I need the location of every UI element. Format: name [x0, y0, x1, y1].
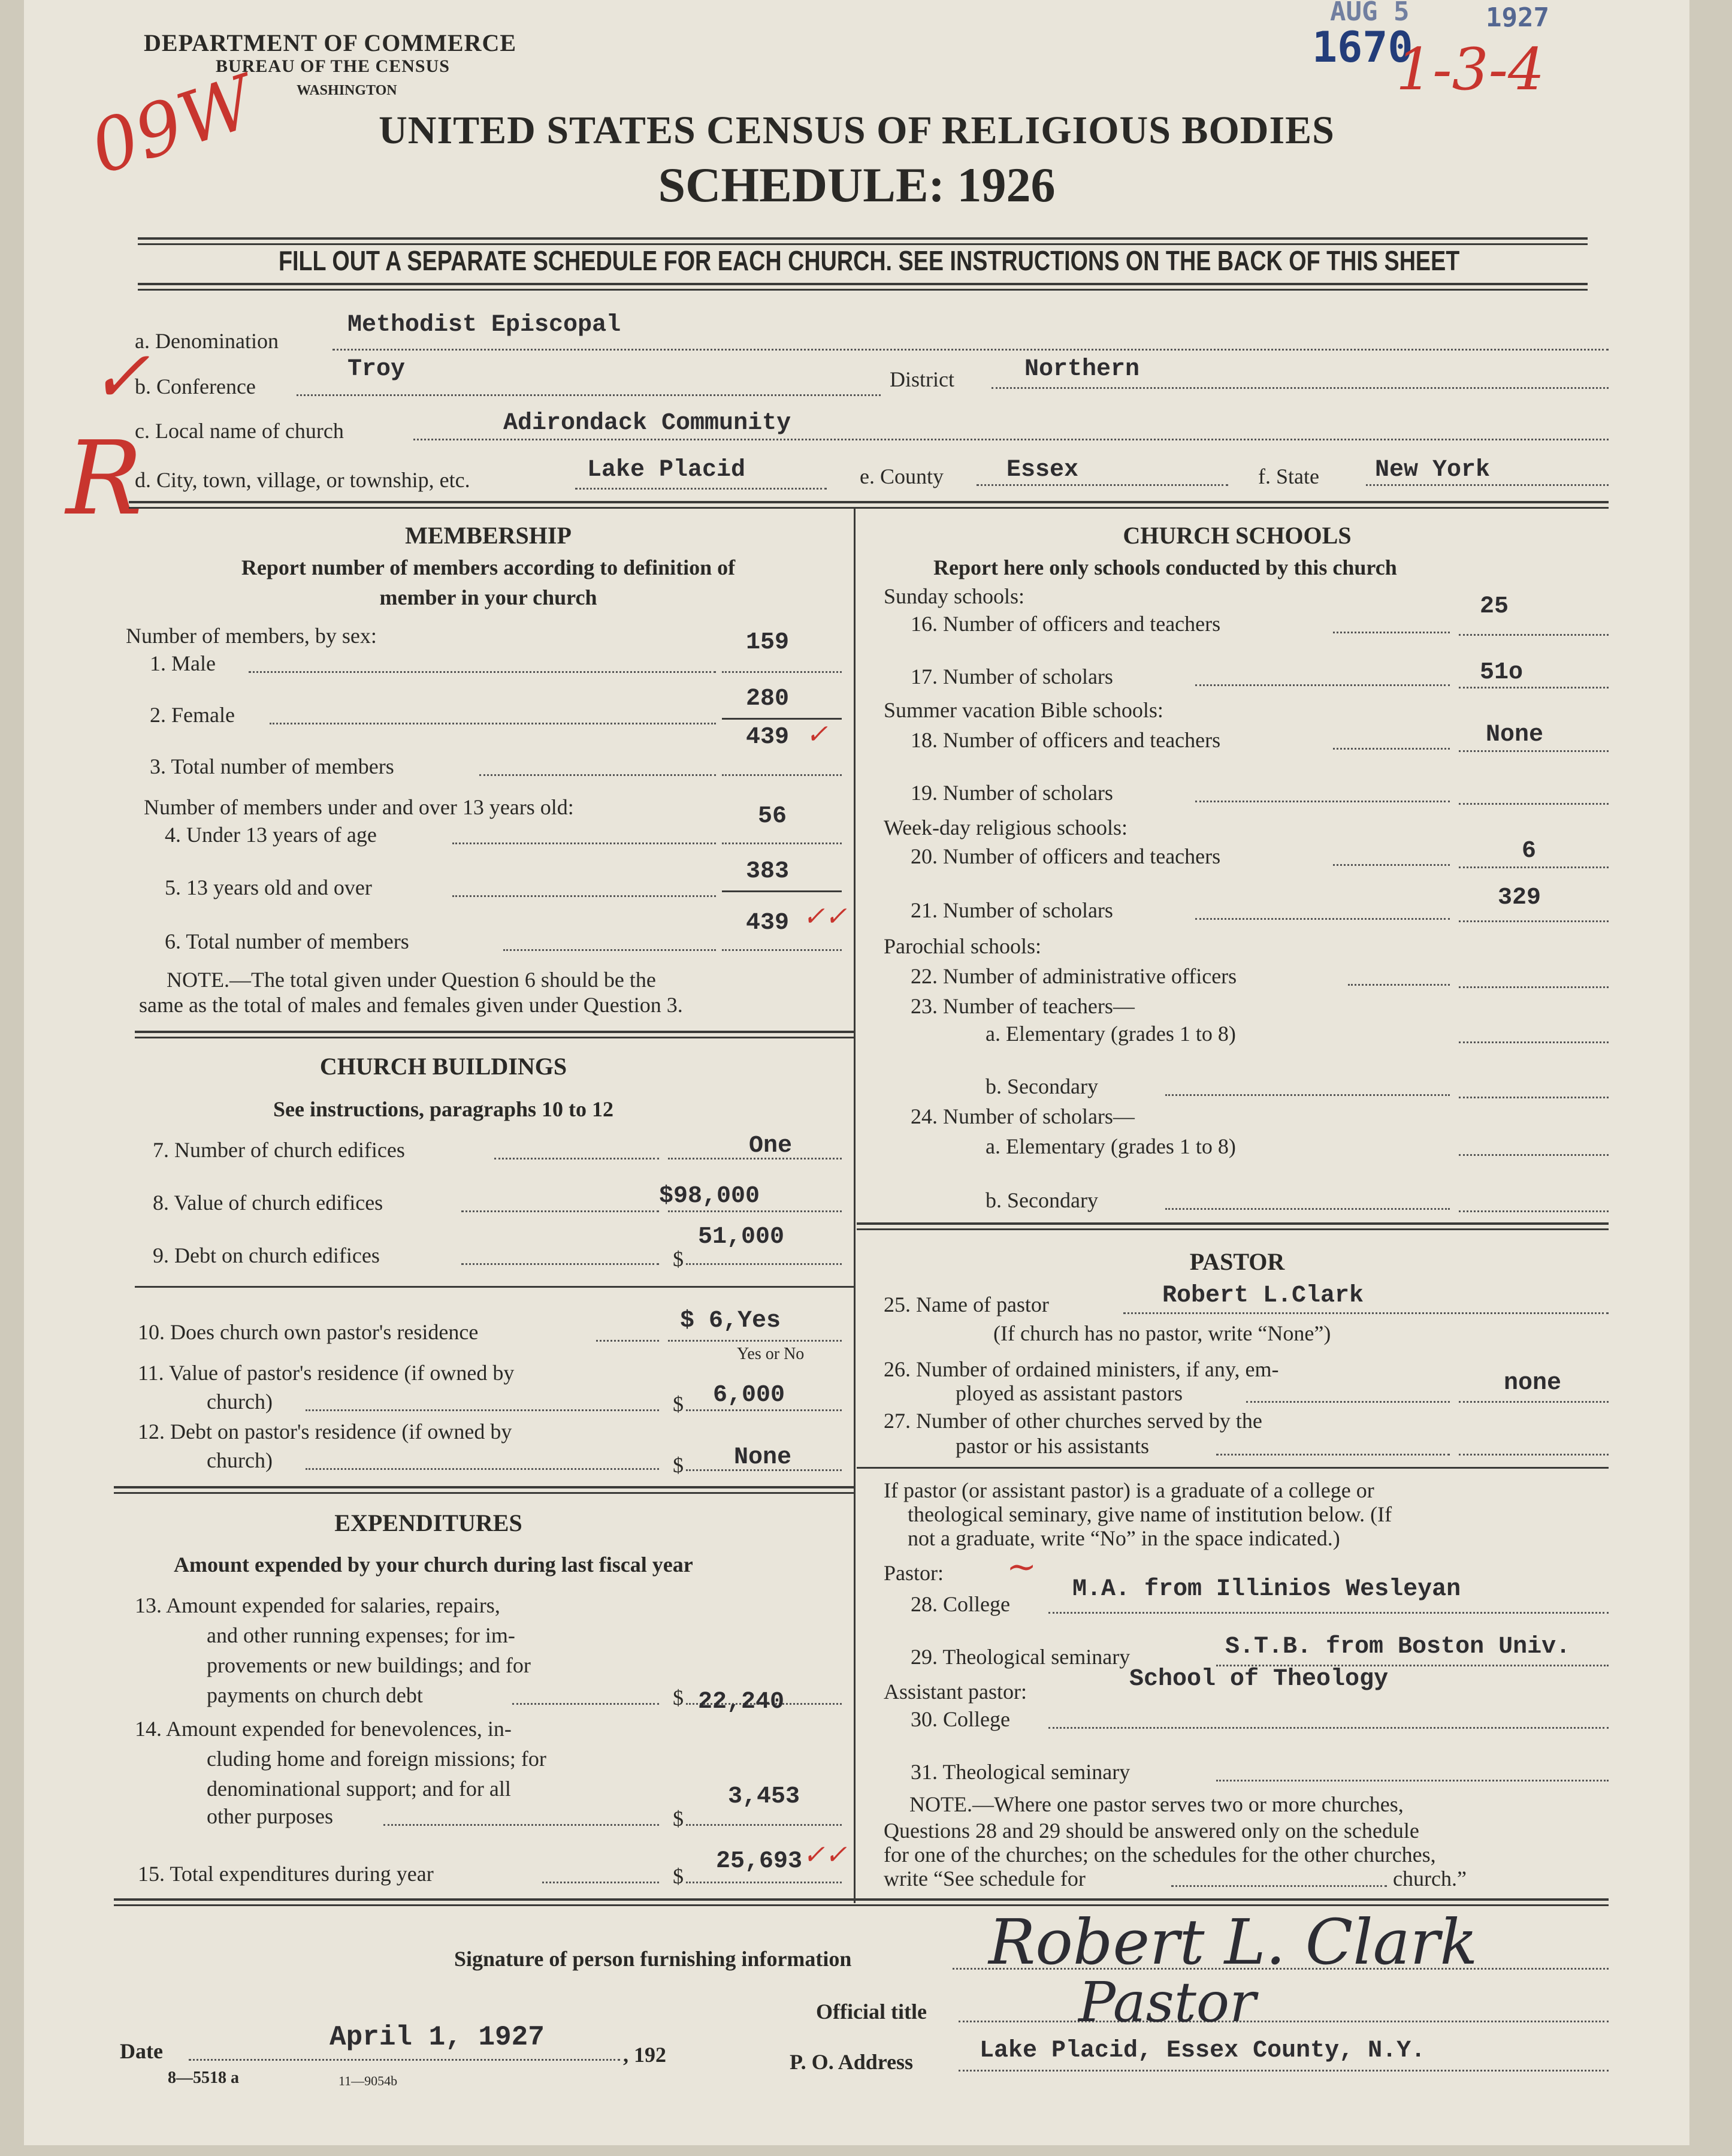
q26-label-1: 26. Number of ordained ministers, if any, em- [884, 1357, 1279, 1381]
q27-line [1459, 1454, 1609, 1456]
red-check-icon: ✓ [806, 719, 828, 750]
under13-line [722, 843, 842, 844]
received-stamp-number: 1670 [1312, 23, 1413, 72]
graduate-instructions-3: not a graduate, write “No” in the space indicated.) [908, 1526, 1340, 1550]
q16-label: 16. Number of officers and teachers [911, 612, 1221, 636]
banner-rule [138, 283, 1588, 291]
form-title: UNITED STATES CENSUS OF RELIGIOUS BODIES [379, 108, 1335, 152]
red-pencil-mark: ~ [1006, 1546, 1037, 1588]
q9-value[interactable]: 51,000 [698, 1224, 785, 1251]
identity-rule [129, 501, 1609, 509]
city-value[interactable]: Lake Placid [587, 457, 746, 484]
q19-line [1459, 803, 1609, 805]
yes-or-no-hint: Yes or No [737, 1345, 805, 1363]
pastor-mid-rule [857, 1467, 1609, 1469]
membership-rule [135, 1031, 854, 1038]
q16-line [1459, 634, 1609, 636]
female-value[interactable]: 280 [746, 686, 790, 712]
female-label: 2. Female [150, 703, 235, 727]
expenditures-heading: EXPENDITURES [334, 1509, 522, 1536]
q14-label-4: other purposes [207, 1804, 333, 1828]
q25-note: (If church has no pastor, write “None”) [993, 1321, 1331, 1345]
q27-leader [1216, 1454, 1450, 1456]
state-label: f. State [1258, 464, 1319, 488]
q9-leader [461, 1263, 659, 1265]
q10-leader [596, 1340, 659, 1342]
q7-leader [494, 1158, 659, 1159]
buildings-heading: CHURCH BUILDINGS [319, 1053, 567, 1080]
handwritten-r-mark: R [66, 419, 143, 538]
q29-value-2[interactable]: School of Theology [1129, 1666, 1389, 1693]
county-line [977, 484, 1228, 486]
q9-label: 9. Debt on church edifices [153, 1243, 380, 1267]
q21-line [1459, 920, 1609, 922]
q22-line [1459, 986, 1609, 988]
parochial-schools-label: Parochial schools: [884, 934, 1041, 958]
q29-value-1[interactable]: S.T.B. from Boston Univ. [1225, 1633, 1571, 1660]
conference-label: b. Conference [135, 375, 256, 398]
q16-leader [1333, 632, 1450, 633]
total-members-2-line [722, 949, 842, 951]
q27-label-1: 27. Number of other churches served by the [884, 1409, 1262, 1433]
q23b-leader [1165, 1094, 1450, 1096]
local-name-value[interactable]: Adirondack Community [503, 410, 791, 437]
graduate-instructions-2: theological seminary, give name of institution below. (If [908, 1502, 1392, 1526]
q28-line [1048, 1612, 1609, 1614]
q21-leader [1195, 918, 1450, 920]
q23b-label: b. Secondary [986, 1074, 1098, 1098]
instruction-banner: FILL OUT A SEPARATE SCHEDULE FOR EACH CHURCH. SEE INSTRUCTIONS ON THE BACK OF THIS SHEET [279, 245, 1460, 276]
summer-schools-label: Summer vacation Bible schools: [884, 698, 1163, 722]
buildings-mid-rule [135, 1286, 854, 1288]
schools-subheading: Report here only schools conducted by this church [933, 555, 1397, 579]
county-label: e. County [860, 464, 944, 488]
q28-value[interactable]: M.A. from Illinios Wesleyan [1072, 1576, 1461, 1603]
q20-leader [1333, 864, 1450, 866]
q23a-label: a. Elementary (grades 1 to 8) [986, 1022, 1236, 1046]
buildings-subheading: See instructions, paragraphs 10 to 12 [273, 1097, 614, 1121]
pastor-note-4: write “See schedule for [884, 1867, 1086, 1891]
q17-label: 17. Number of scholars [911, 665, 1113, 689]
q10-line [668, 1340, 842, 1342]
city-label: d. City, town, village, or township, etc. [135, 468, 470, 492]
q14-dollar: $ [673, 1807, 684, 1831]
q8-label: 8. Value of church edifices [153, 1191, 383, 1215]
q13-label-1: 13. Amount expended for salaries, repairs, [135, 1593, 500, 1617]
under13-value[interactable]: 56 [758, 803, 787, 830]
q24-label: 24. Number of scholars— [911, 1104, 1135, 1128]
q15-line [686, 1882, 842, 1883]
denomination-line [333, 349, 1609, 351]
handwritten-code: 1-3-4 [1396, 36, 1545, 103]
q13-label-3: provements or new buildings; and for [207, 1653, 531, 1677]
conference-value[interactable]: Troy [347, 356, 406, 383]
address-line [959, 2070, 1609, 2072]
members-by-age-label: Number of members under and over 13 years old: [144, 795, 574, 819]
q13-label-4: payments on church debt [207, 1683, 423, 1707]
q10-label: 10. Does church own pastor's residence [138, 1320, 479, 1344]
q15-label: 15. Total expenditures during year [138, 1862, 434, 1886]
q8-value[interactable]: $98,000 [659, 1183, 760, 1210]
total-members-2-label: 6. Total number of members [165, 929, 409, 953]
q27-label-2: pastor or his assistants [956, 1434, 1149, 1458]
department-name: DEPARTMENT OF COMMERCE [144, 29, 517, 56]
q18-line [1459, 750, 1609, 752]
total-members-leader [479, 774, 716, 776]
date-label: Date [120, 2039, 163, 2063]
q30-label: 30. College [911, 1707, 1010, 1731]
membership-note-2: same as the total of males and females given under Question 3. [139, 993, 683, 1017]
total-members-value[interactable]: 439 [746, 724, 790, 751]
q18-label: 18. Number of officers and teachers [911, 728, 1221, 752]
total-members-line [722, 774, 842, 776]
q12-label-2: church) [207, 1448, 273, 1472]
official-title-line [959, 2021, 1609, 2022]
pastor-note-1: NOTE.—Where one pastor serves two or more churches, [909, 1792, 1404, 1816]
q13-label-2: and other running expenses; for im- [207, 1623, 515, 1647]
q13-leader [512, 1703, 659, 1705]
bureau-city: WASHINGTON [297, 83, 397, 98]
q17-line [1459, 687, 1609, 689]
q23a-line [1459, 1041, 1609, 1043]
members-by-sex-label: Number of members, by sex: [126, 624, 377, 648]
official-title-value[interactable]: Pastor [1078, 1970, 1256, 2034]
q17-leader [1195, 684, 1450, 686]
total-members-label: 3. Total number of members [150, 754, 394, 778]
q7-value[interactable]: One [749, 1133, 793, 1159]
pastor-note-3: for one of the churches; on the schedules for the other churches, [884, 1843, 1436, 1867]
handwritten-mark: 09W [81, 60, 264, 191]
q31-label: 31. Theological seminary [911, 1760, 1131, 1784]
q14-label-1: 14. Amount expended for benevolences, in- [135, 1717, 512, 1741]
q26-value[interactable]: none [1504, 1370, 1562, 1397]
q28-label: 28. College [911, 1592, 1010, 1616]
pastor-heading: PASTOR [1189, 1248, 1285, 1275]
q21-value[interactable]: 329 [1498, 884, 1541, 911]
q14-leader [383, 1824, 659, 1826]
q8-leader [461, 1210, 659, 1212]
assistant-pastor-label: Assistant pastor: [884, 1680, 1027, 1704]
district-value[interactable]: Northern [1024, 356, 1140, 383]
q22-leader [1348, 984, 1450, 986]
q15-leader [542, 1882, 659, 1883]
signature-label: Signature of person furnishing information [454, 1947, 852, 1971]
q25-value[interactable]: Robert L.Clark [1162, 1282, 1364, 1309]
q26-label-2: ployed as assistant pastors [956, 1381, 1183, 1405]
q18-value[interactable]: None [1486, 721, 1544, 748]
over13-value[interactable]: 383 [746, 858, 790, 885]
pastor-note-2: Questions 28 and 29 should be answered only on the schedule [884, 1819, 1419, 1843]
q9-dollar: $ [673, 1247, 684, 1271]
date-line [189, 2059, 620, 2061]
official-title-label: Official title [816, 2000, 927, 2024]
schedule-title: SCHEDULE: 1926 [658, 158, 1056, 212]
q21-label: 21. Number of scholars [911, 898, 1113, 922]
form-number: 8—5518 a [168, 2069, 239, 2087]
state-value[interactable]: New York [1375, 457, 1491, 484]
received-stamp-date: AUG 5 [1330, 0, 1410, 27]
membership-note-1: NOTE.—The total given under Question 6 should be the [167, 968, 656, 992]
print-number: 11—9054b [338, 2073, 398, 2088]
q8-line [668, 1210, 842, 1212]
q13-dollar: $ [673, 1686, 684, 1710]
total-members-2-value[interactable]: 439 [746, 910, 790, 937]
denomination-value[interactable]: Methodist Episcopal [347, 312, 621, 339]
date-value[interactable]: April 1, 1927 [330, 2022, 545, 2053]
q11-line [686, 1409, 842, 1411]
male-label: 1. Male [150, 651, 216, 675]
conference-line [297, 394, 881, 396]
total-members-2-leader [503, 949, 716, 951]
q7-label: 7. Number of church edifices [153, 1138, 405, 1162]
membership-subheading-2: member in your church [379, 585, 597, 609]
q9-line [686, 1263, 842, 1265]
q17-value[interactable]: 51o [1480, 659, 1524, 686]
column-divider [854, 507, 856, 1903]
q11-label-1: 11. Value of pastor's residence (if owned by [138, 1361, 515, 1385]
q20-value[interactable]: 6 [1522, 838, 1537, 865]
q14-label-2: cluding home and foreign missions; for [207, 1747, 546, 1771]
q14-line [686, 1824, 842, 1826]
local-name-line [413, 439, 1609, 440]
red-double-check-icon-2: ✓✓ [803, 1840, 847, 1870]
q19-leader [1195, 801, 1450, 802]
q24b-label: b. Secondary [986, 1188, 1098, 1212]
q12-label-1: 12. Debt on pastor's residence (if owned by [138, 1420, 512, 1444]
q16-value[interactable]: 25 [1480, 593, 1509, 620]
male-leader [249, 671, 716, 673]
female-leader [270, 723, 716, 724]
date-suffix: , 192 [623, 2043, 666, 2067]
q31-line [1216, 1780, 1609, 1781]
census-form-sheet [24, 0, 1689, 2145]
q11-dollar: $ [673, 1392, 684, 1416]
schools-rule [857, 1222, 1609, 1230]
q23b-line [1459, 1097, 1609, 1098]
q15-value[interactable]: 25,693 [716, 1848, 803, 1875]
sunday-schools-label: Sunday schools: [884, 584, 1025, 608]
q10-value[interactable]: $ 6,Yes [680, 1308, 781, 1334]
q19-label: 19. Number of scholars [911, 781, 1113, 805]
district-label: District [890, 367, 954, 391]
q26-line [1459, 1401, 1609, 1403]
under13-label: 4. Under 13 years of age [165, 823, 377, 847]
q14-value[interactable]: 3,453 [728, 1783, 800, 1810]
signature-value[interactable]: Robert L. Clark [989, 1906, 1478, 1979]
address-value[interactable]: Lake Placid, Essex County, N.Y. [980, 2037, 1426, 2064]
q26-leader [1246, 1401, 1450, 1403]
pastor-note-5: church.” [1393, 1867, 1467, 1891]
q23-label: 23. Number of teachers— [911, 994, 1135, 1018]
state-line [1366, 484, 1609, 486]
denomination-label: a. Denomination [135, 329, 279, 353]
county-value[interactable]: Essex [1006, 457, 1079, 484]
q24b-leader [1165, 1208, 1450, 1210]
q11-value[interactable]: 6,000 [713, 1382, 785, 1409]
bureau-name: BUREAU OF THE CENSUS [216, 56, 450, 76]
q18-leader [1333, 748, 1450, 750]
q24a-line [1459, 1154, 1609, 1156]
over13-sum-rule [722, 890, 842, 892]
q14-label-3: denominational support; and for all [207, 1777, 511, 1801]
q20-label: 20. Number of officers and teachers [911, 844, 1221, 868]
q12-dollar: $ [673, 1453, 684, 1477]
q22-label: 22. Number of administrative officers [911, 964, 1237, 988]
under13-leader [452, 843, 716, 844]
red-check-mark-icon: ✓ [90, 336, 150, 419]
q20-line [1459, 866, 1609, 868]
red-double-check-icon: ✓✓ [803, 901, 847, 932]
q11-label-2: church) [207, 1390, 273, 1414]
buildings-rule [114, 1486, 854, 1494]
male-value[interactable]: 159 [746, 629, 790, 656]
pastor-note-blank [1171, 1885, 1387, 1887]
pastor-subsection-label: Pastor: [884, 1561, 944, 1585]
expenditures-subheading: Amount expended by your church during last fiscal year [174, 1553, 693, 1577]
over13-label: 5. 13 years old and over [165, 875, 372, 899]
q12-value[interactable]: None [734, 1444, 792, 1471]
q13-value[interactable]: 22,240 [698, 1689, 785, 1716]
q24a-label: a. Elementary (grades 1 to 8) [986, 1134, 1236, 1158]
local-name-label: c. Local name of church [135, 419, 344, 443]
q25-line [1123, 1312, 1609, 1314]
q30-line [1048, 1727, 1609, 1729]
q29-label: 29. Theological seminary [911, 1645, 1131, 1669]
q24b-line [1459, 1210, 1609, 1212]
q25-label: 25. Name of pastor [884, 1293, 1049, 1316]
city-line [575, 488, 827, 490]
address-label: P. O. Address [790, 2050, 914, 2074]
q15-dollar: $ [673, 1864, 684, 1888]
membership-subheading-1: Report number of members according to definition of [241, 555, 736, 579]
q11-leader [306, 1409, 659, 1411]
over13-leader [452, 895, 716, 897]
schools-heading: CHURCH SCHOOLS [1123, 522, 1352, 549]
received-stamp-year: 1927 [1486, 2, 1549, 33]
male-line [722, 671, 842, 673]
district-line [992, 387, 1609, 389]
weekday-schools-label: Week-day religious schools: [884, 816, 1128, 840]
q12-leader [306, 1468, 659, 1470]
graduate-instructions-1: If pastor (or assistant pastor) is a graduate of a college or [884, 1478, 1374, 1502]
membership-heading: MEMBERSHIP [405, 522, 572, 549]
